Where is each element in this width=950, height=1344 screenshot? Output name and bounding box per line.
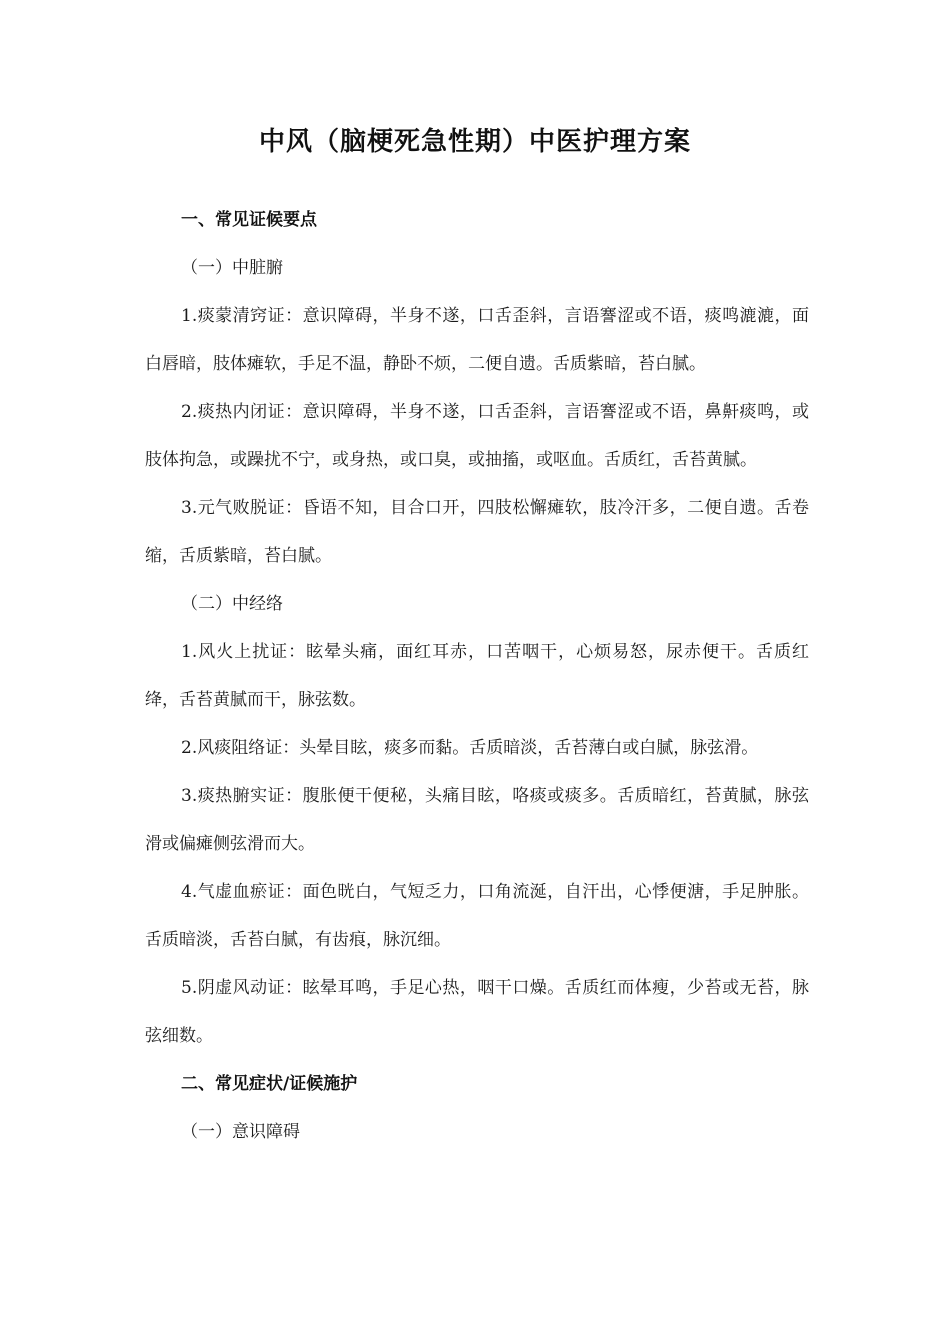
subsection-heading-zhongzangfu: （一）中脏腑: [181, 258, 283, 278]
paragraph-yuanqi-baituo: 3.元气败脱证：昏语不知，目合口开，四肢松懈瘫软，肢冷汗多，二便自遗。舌卷缩，舌质紫暗，苔白腻。: [145, 498, 809, 566]
paragraph-fengtan: 2.风痰阻络证：头晕目眩，痰多而黏。舌质暗淡，舌苔薄白或白腻，脉弦滑。: [181, 738, 759, 758]
section-heading-1: 一、常见证候要点: [181, 210, 317, 230]
paragraph-tanmeng: 1.痰蒙清窍证：意识障碍，半身不遂，口舌歪斜，言语謇涩或不语，痰鸣漉漉，面白唇暗，肢体瘫软，手足不温，静卧不烦，二便自遗。舌质紫暗，苔白腻。: [145, 306, 809, 374]
paragraph-yinxu-fengdong: 5.阴虚风动证：眩晕耳鸣，手足心热，咽干口燥。舌质红而体瘦，少苔或无苔，脉弦细数。: [145, 978, 809, 1046]
section-heading-2: 二、常见症状/证候施护: [181, 1074, 358, 1094]
paragraph-fenghuo: 1.风火上扰证：眩晕头痛，面红耳赤，口苦咽干，心烦易怒，尿赤便干。舌质红绛，舌苔黄腻而干，脉弦数。: [145, 642, 809, 710]
paragraph-qixu-xueyu: 4.气虚血瘀证：面色晄白，气短乏力，口角流涎，自汗出，心悸便溏，手足肿胀。舌质暗淡，舌苔白腻，有齿痕，脉沉细。: [145, 882, 809, 950]
paragraph-tanre-neibi: 2.痰热内闭证：意识障碍，半身不遂，口舌歪斜，言语謇涩或不语，鼻鼾痰鸣，或肢体拘急，或躁扰不宁，或身热，或口臭，或抽搐，或呕血。舌质红，舌苔黄腻。: [145, 402, 809, 470]
subsection-heading-yishi: （一）意识障碍: [181, 1122, 300, 1142]
document-body: [145, 196, 809, 1156]
paragraph-tanre-fushi: 3.痰热腑实证：腹胀便干便秘，头痛目眩，咯痰或痰多。舌质暗红，苔黄腻，脉弦滑或偏瘫侧弦滑而大。: [145, 786, 809, 854]
subsection-heading-zhongjingluo: （二）中经络: [181, 594, 283, 614]
document-title: 中风（脑梗死急性期）中医护理方案: [258, 127, 691, 157]
